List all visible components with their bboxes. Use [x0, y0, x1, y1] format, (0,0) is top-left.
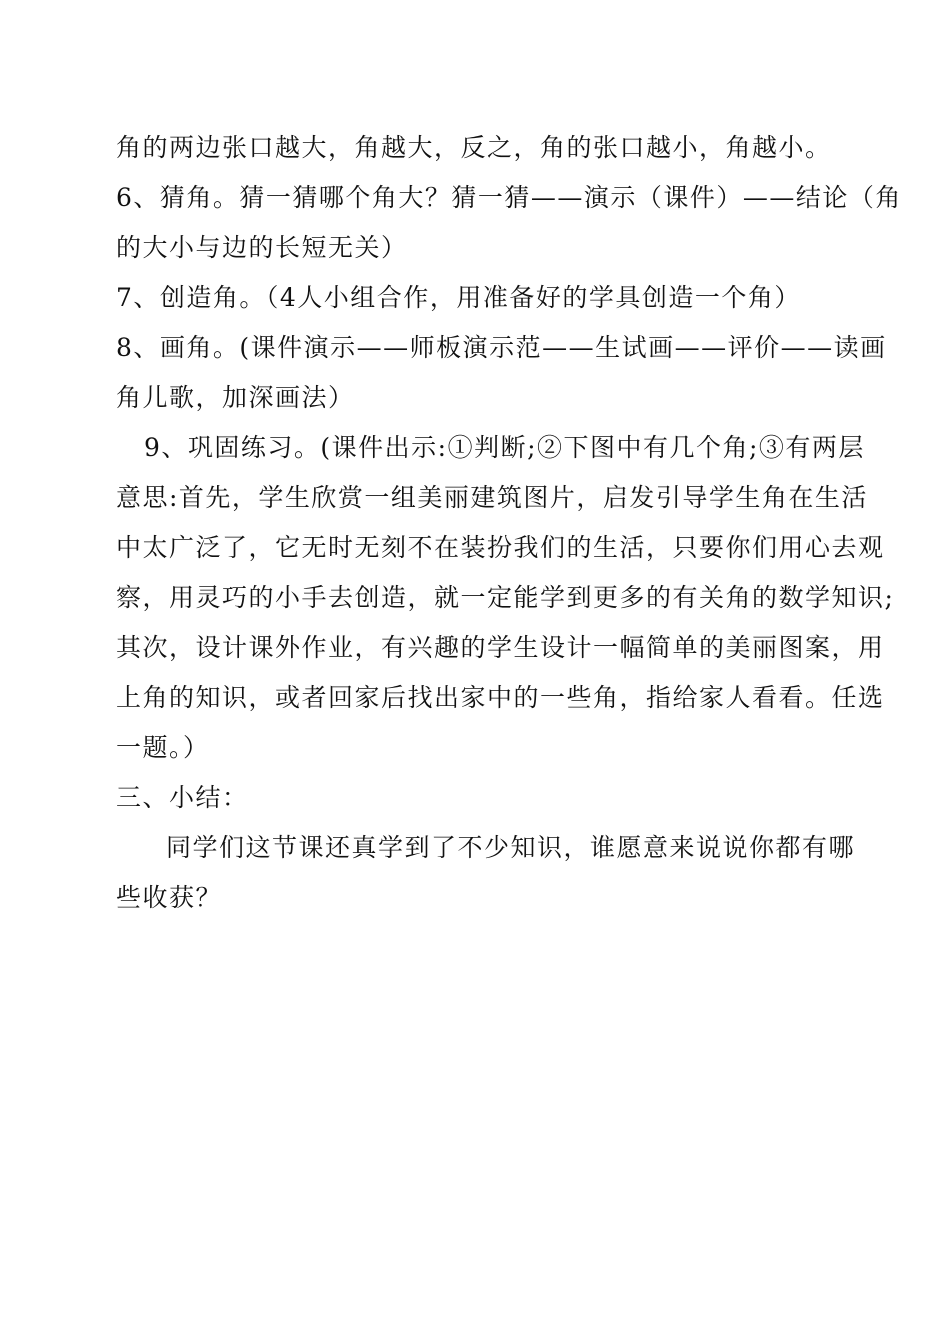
paragraph-line: 8、画角。(课件演示——师板演示范——生试画——评价——读画 [116, 333, 887, 362]
paragraph-line: 其次，设计课外作业，有兴趣的学生设计一幅简单的美丽图案，用 [116, 633, 885, 662]
paragraph-line: 意思:首先，学生欣赏一组美丽建筑图片，启发引导学生角在生活 [116, 483, 868, 512]
paragraph-line: 角儿歌，加深画法） [116, 383, 355, 412]
paragraph-line: 6、猜角。猜一猜哪个角大？猜一猜——演示（课件）——结论（角 [116, 183, 902, 212]
paragraph-line: 些收获？ [116, 883, 223, 912]
paragraph-line: 7、创造角。（4人小组合作，用准备好的学具创造一个角） [116, 283, 801, 312]
paragraph-line: 的大小与边的长短无关） [116, 233, 408, 262]
paragraph-line: 察，用灵巧的小手去创造，就一定能学到更多的有关角的数学知识; [116, 583, 895, 612]
paragraph-line: 角的两边张口越大，角越大，反之，角的张口越小，角越小。 [116, 133, 832, 162]
paragraph-line: 中太广泛了，它无时无刻不在装扮我们的生活，只要你们用心去观 [116, 533, 885, 562]
paragraph-line: 同学们这节课还真学到了不少知识，谁愿意来说说你都有哪 [166, 833, 856, 862]
paragraph-line: 一题。） [116, 733, 210, 762]
paragraph-line: 9、巩固练习。(课件出示:①判断;②下图中有几个角;③有两层 [144, 433, 865, 462]
paragraph-line: 上角的知识，或者回家后找出家中的一些角，指给家人看看。任选 [116, 683, 885, 712]
section-heading: 三、小结： [116, 783, 249, 812]
